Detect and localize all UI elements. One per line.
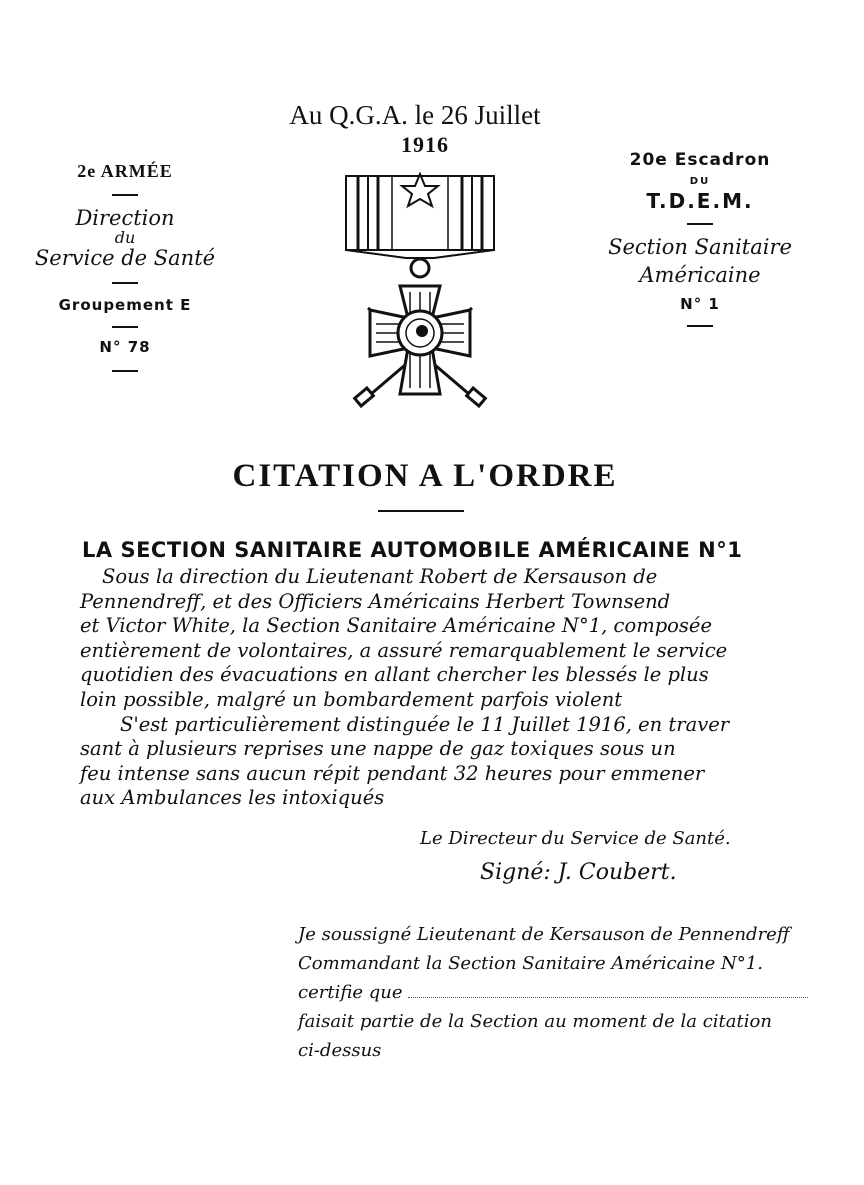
body-line: S'est particulièrement distinguée le 11 Juillet 1916, en traver — [120, 712, 730, 736]
escadron-label: 20e Escadron — [629, 150, 771, 170]
body-line: entièrement de volontaires, a assuré remarquablement le service — [80, 638, 728, 662]
body-line: Pennendreff, et des Officiers Américains Herbert Townsend — [80, 589, 671, 613]
divider — [687, 223, 713, 225]
body-line: feu intense sans aucun répit pendant 32 heures pour emmener — [80, 761, 705, 785]
right-number: N° 1 — [680, 295, 720, 313]
certification-line: ci-dessus — [298, 1040, 382, 1061]
director-title: Le Directeur du Service de Santé. — [420, 828, 731, 849]
body-line: quotidien des évacuations en allant chercher les blessés le plus — [80, 663, 709, 687]
certification-line-blank — [298, 978, 828, 1007]
divider — [112, 326, 138, 328]
certification-block — [298, 920, 828, 1065]
body-line: loin possible, malgré un bombardement parfois violent — [80, 687, 623, 711]
citation-body — [80, 565, 780, 811]
blank-field — [408, 985, 808, 998]
divider — [112, 194, 138, 196]
divider — [112, 282, 138, 284]
body-line: sant à plusieurs reprises une nappe de gaz toxiques sous un — [80, 737, 676, 761]
croix-de-guerre-medal — [336, 168, 506, 433]
medal-ring — [411, 259, 429, 277]
body-line: Sous la direction du Lieutenant Robert de Kersauson de — [102, 565, 658, 588]
direction-label: Direction — [75, 206, 175, 230]
date-line: Au Q.G.A. le 26 Juillet — [289, 100, 541, 130]
divider — [687, 325, 713, 327]
body-line: et Victor White, la Section Sanitaire Américaine N°1, composée — [80, 614, 712, 638]
service-label: Service de Santé — [34, 246, 216, 270]
tdem-label: T.D.E.M. — [646, 189, 754, 213]
du-label: DU — [689, 176, 711, 187]
section-label: Section Sanitaire — [608, 235, 792, 259]
certification-line: faisait partie de la Section au moment de la citation — [298, 1011, 772, 1032]
certification-line: Je soussigné Lieutenant de Kersauson de Pennendreff — [298, 924, 790, 945]
signature: Signé: J. Coubert. — [480, 860, 677, 885]
americaine-label: Américaine — [639, 263, 761, 287]
year: 1916 — [401, 132, 449, 157]
medal-cross — [370, 286, 470, 394]
army-label: 2e ARMÉE — [77, 161, 173, 181]
body-line: aux Ambulances les intoxiqués — [80, 786, 385, 810]
groupement-label: Groupement E — [58, 296, 192, 314]
certification-line: Commandant la Section Sanitaire Américaine N°1. — [298, 953, 763, 974]
divider — [112, 370, 138, 372]
title-underline — [378, 510, 464, 512]
right-header-block — [590, 150, 810, 327]
document-title: CITATION A L'ORDRE — [232, 458, 618, 494]
du-label: du — [114, 228, 136, 247]
left-header-block — [30, 155, 220, 372]
left-number: N° 78 — [99, 338, 151, 356]
unit-heading: LA SECTION SANITAIRE AUTOMOBILE AMÉRICAINE N°1 — [82, 538, 743, 562]
certification-line: certifie que — [298, 982, 403, 1003]
